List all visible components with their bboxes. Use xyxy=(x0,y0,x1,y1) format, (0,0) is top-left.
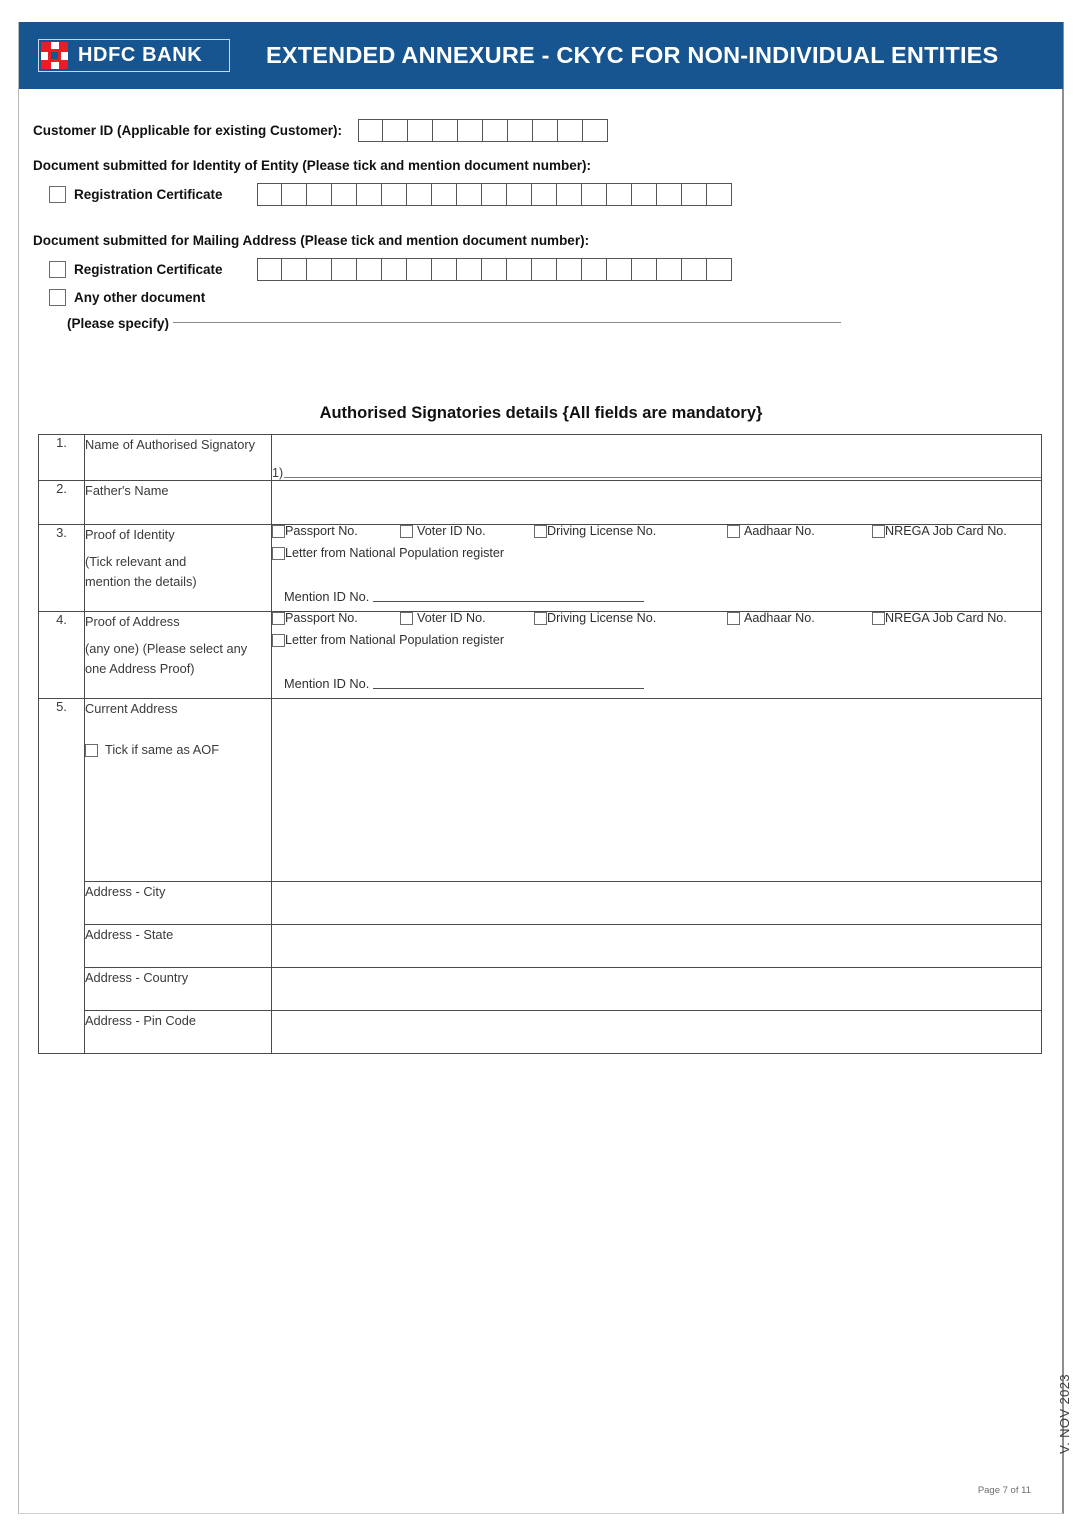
char-box[interactable] xyxy=(432,258,457,281)
char-box[interactable] xyxy=(458,119,483,142)
poa-option-passport[interactable] xyxy=(272,612,358,626)
char-box[interactable] xyxy=(257,183,282,206)
poa-mention-id-input[interactable] xyxy=(373,687,644,689)
char-box[interactable] xyxy=(357,183,382,206)
poi-option-passport[interactable] xyxy=(272,525,358,539)
please-specify-input[interactable] xyxy=(173,321,841,323)
poi-voter-id-label: Voter ID No. xyxy=(417,523,486,538)
same-as-aof-row[interactable] xyxy=(85,740,271,760)
char-box[interactable] xyxy=(532,183,557,206)
row-value-proof-of-address xyxy=(272,611,1042,698)
table-row xyxy=(39,698,1042,881)
row-label-current-address xyxy=(85,698,272,881)
row-number-4: 4. xyxy=(39,611,85,698)
poi-voter-id-checkbox[interactable] xyxy=(400,525,413,538)
mailing-document-number-input[interactable] xyxy=(257,258,732,281)
page-number: Page 7 of 11 xyxy=(977,1485,1031,1496)
char-box[interactable] xyxy=(433,119,458,142)
row-number-1: 1. xyxy=(39,435,85,481)
poi-driving-license-label: Driving License No. xyxy=(547,523,657,538)
char-box[interactable] xyxy=(407,258,432,281)
poi-mention-id-label: Mention ID No. xyxy=(284,588,370,604)
char-box[interactable] xyxy=(508,119,533,142)
document-body xyxy=(19,89,1072,1512)
char-box[interactable] xyxy=(457,183,482,206)
poa-voter-id-label: Voter ID No. xyxy=(417,610,486,625)
identity-registration-certificate-checkbox[interactable] xyxy=(49,186,66,203)
page-title: EXTENDED ANNEXURE - CKYC FOR NON-INDIVIDUAL ENTITIES xyxy=(266,42,999,68)
poi-aadhaar-label: Aadhaar No. xyxy=(744,523,815,538)
char-box[interactable] xyxy=(457,258,482,281)
char-box[interactable] xyxy=(408,119,433,142)
row-label-address-city: Address - City xyxy=(85,881,272,924)
poa-driving-license-checkbox[interactable] xyxy=(534,612,547,625)
poi-passport-label: Passport No. xyxy=(285,523,358,538)
char-box[interactable] xyxy=(482,258,507,281)
row-label-proof-of-address xyxy=(85,611,272,698)
row-value-address-pin-code[interactable] xyxy=(272,1010,1042,1053)
char-box[interactable] xyxy=(307,183,332,206)
char-box[interactable] xyxy=(357,258,382,281)
identity-option-label: Registration Certificate xyxy=(74,187,223,202)
any-other-document-checkbox[interactable] xyxy=(49,289,66,306)
table-row xyxy=(39,611,1042,698)
customer-id-label: Customer ID (Applicable for existing Customer): xyxy=(33,123,343,138)
poa-option-nrega[interactable] xyxy=(872,612,1007,626)
row-label-address-country: Address - Country xyxy=(85,967,272,1010)
char-box[interactable] xyxy=(682,258,707,281)
char-box[interactable] xyxy=(632,183,657,206)
char-box[interactable] xyxy=(582,258,607,281)
poa-passport-label: Passport No. xyxy=(285,610,358,625)
char-box[interactable] xyxy=(307,258,332,281)
poi-passport-checkbox[interactable] xyxy=(272,525,285,538)
char-box[interactable] xyxy=(607,258,632,281)
poi-option-nrega[interactable] xyxy=(872,525,1007,539)
char-box[interactable] xyxy=(482,183,507,206)
hdfc-bank-logo xyxy=(38,39,230,72)
char-box[interactable] xyxy=(483,119,508,142)
char-box[interactable] xyxy=(358,119,383,142)
poi-npr-label: Letter from National Population register xyxy=(285,545,505,560)
poi-npr-checkbox[interactable] xyxy=(272,547,285,560)
char-box[interactable] xyxy=(632,258,657,281)
any-other-document-row xyxy=(33,289,1043,306)
char-box[interactable] xyxy=(558,119,583,142)
poa-option-driving-license[interactable] xyxy=(534,612,656,626)
poa-options-row-2 xyxy=(272,634,1041,654)
char-box[interactable] xyxy=(282,258,307,281)
mailing-option-row xyxy=(33,258,1043,281)
poi-options-row xyxy=(272,525,1041,546)
table-row xyxy=(39,435,1042,481)
customer-id-input[interactable] xyxy=(358,119,608,142)
char-box[interactable] xyxy=(507,258,532,281)
mailing-option-label: Registration Certificate xyxy=(74,262,223,277)
row-label-address-state: Address - State xyxy=(85,924,272,967)
poa-npr-checkbox[interactable] xyxy=(272,634,285,647)
poa-aadhaar-checkbox[interactable] xyxy=(727,612,740,625)
poi-mention-id-input[interactable] xyxy=(373,600,644,602)
row-value-current-address[interactable] xyxy=(272,698,1042,881)
poa-option-voter-id[interactable] xyxy=(400,612,486,626)
please-specify-label: (Please specify) xyxy=(67,316,170,331)
poi-options-row-2 xyxy=(272,547,1041,567)
poa-options-row xyxy=(272,612,1041,633)
poa-driving-license-label: Driving License No. xyxy=(547,610,657,625)
signatories-section-title: Authorised Signatories details {All fields are mandatory} xyxy=(319,404,763,422)
poi-driving-license-checkbox[interactable] xyxy=(534,525,547,538)
row-value-address-state[interactable] xyxy=(272,924,1042,967)
char-box[interactable] xyxy=(432,183,457,206)
poa-nrega-label: NREGA Job Card No. xyxy=(885,610,1007,625)
row-value-address-city[interactable] xyxy=(272,881,1042,924)
row-value-name-of-signatory xyxy=(272,435,1042,481)
poi-nrega-checkbox[interactable] xyxy=(872,525,885,538)
hdfc-logo-icon xyxy=(41,42,68,69)
row-value-fathers-name[interactable] xyxy=(272,480,1042,524)
row-label-address-pin-code: Address - Pin Code xyxy=(85,1010,272,1053)
signatory-name-input[interactable] xyxy=(284,476,1041,478)
poa-option-aadhaar[interactable] xyxy=(727,612,815,626)
identity-option-row xyxy=(33,183,1043,206)
proof-of-identity-title: Proof of Identity xyxy=(85,526,175,542)
char-box[interactable] xyxy=(332,258,357,281)
char-box[interactable] xyxy=(657,183,682,206)
char-box[interactable] xyxy=(257,258,282,281)
char-box[interactable] xyxy=(407,183,432,206)
poa-option-npr[interactable] xyxy=(272,634,504,648)
customer-id-row xyxy=(33,119,1043,142)
same-as-aof-label: Tick if same as AOF xyxy=(105,742,220,758)
poa-npr-label: Letter from National Population register xyxy=(285,632,505,647)
char-box[interactable] xyxy=(382,183,407,206)
mailing-document-section xyxy=(33,233,1043,331)
same-as-aof-checkbox[interactable] xyxy=(85,744,98,757)
signatory-name-line xyxy=(272,467,1041,480)
row-label-name-of-signatory: Name of Authorised Signatory xyxy=(85,435,272,481)
poa-mention-id-label: Mention ID No. xyxy=(284,675,370,691)
current-address-title: Current Address xyxy=(85,700,178,716)
poa-nrega-checkbox[interactable] xyxy=(872,612,885,625)
table-row xyxy=(39,967,1042,1010)
row-value-address-country[interactable] xyxy=(272,967,1042,1010)
poa-aadhaar-label: Aadhaar No. xyxy=(744,610,815,625)
char-box[interactable] xyxy=(557,183,582,206)
table-row xyxy=(39,1010,1042,1053)
proof-of-address-title: Proof of Address xyxy=(85,613,180,629)
row-value-proof-of-identity xyxy=(272,524,1042,611)
table-row xyxy=(39,924,1042,967)
char-box[interactable] xyxy=(382,258,407,281)
poi-option-npr[interactable] xyxy=(272,547,504,561)
please-specify-row xyxy=(33,316,841,331)
poi-option-voter-id[interactable] xyxy=(400,525,486,539)
char-box[interactable] xyxy=(533,119,558,142)
any-other-document-label: Any other document xyxy=(74,290,206,305)
poi-option-driving-license[interactable] xyxy=(534,525,656,539)
top-form-section xyxy=(33,119,1043,331)
char-box[interactable] xyxy=(657,258,682,281)
document-page xyxy=(18,22,1072,1514)
row-label-proof-of-identity xyxy=(85,524,272,611)
mailing-heading: Document submitted for Mailing Address (Please tick and mention document number): xyxy=(33,233,590,248)
poa-mention-id-row xyxy=(284,676,644,691)
poa-voter-id-checkbox[interactable] xyxy=(400,612,413,625)
identity-document-section xyxy=(33,158,1043,206)
char-box[interactable] xyxy=(583,119,608,142)
char-box[interactable] xyxy=(507,183,532,206)
poi-option-aadhaar[interactable] xyxy=(727,525,815,539)
char-box[interactable] xyxy=(682,183,707,206)
poi-aadhaar-checkbox[interactable] xyxy=(727,525,740,538)
proof-of-address-sub1: (any one) (Please select any xyxy=(85,641,248,657)
poi-mention-id-row xyxy=(284,589,644,604)
authorised-signatories-table xyxy=(38,434,1042,1054)
poa-passport-checkbox[interactable] xyxy=(272,612,285,625)
row-number-3: 3. xyxy=(39,524,85,611)
version-stamp: V. NOV 2023 xyxy=(1057,1374,1072,1454)
proof-of-identity-sub1: (Tick relevant and xyxy=(85,554,187,570)
char-box[interactable] xyxy=(383,119,408,142)
proof-of-address-sub2: one Address Proof) xyxy=(85,661,195,677)
row-number-5: 5. xyxy=(39,698,85,1053)
char-box[interactable] xyxy=(707,183,732,206)
table-row xyxy=(39,881,1042,924)
logo-text: HDFC BANK xyxy=(78,44,203,66)
table-row xyxy=(39,480,1042,524)
document-header xyxy=(19,22,1063,89)
proof-of-identity-sub2: mention the details) xyxy=(85,574,197,590)
char-box[interactable] xyxy=(707,258,732,281)
char-box[interactable] xyxy=(557,258,582,281)
mailing-registration-certificate-checkbox[interactable] xyxy=(49,261,66,278)
char-box[interactable] xyxy=(532,258,557,281)
row-label-fathers-name: Father's Name xyxy=(85,480,272,524)
char-box[interactable] xyxy=(332,183,357,206)
identity-heading: Document submitted for Identity of Entity (Please tick and mention document number): xyxy=(33,158,592,173)
signatory-line-index: 1) xyxy=(272,466,284,480)
char-box[interactable] xyxy=(582,183,607,206)
char-box[interactable] xyxy=(607,183,632,206)
char-box[interactable] xyxy=(282,183,307,206)
table-row xyxy=(39,524,1042,611)
identity-document-number-input[interactable] xyxy=(257,183,732,206)
row-number-2: 2. xyxy=(39,480,85,524)
poi-nrega-label: NREGA Job Card No. xyxy=(885,523,1007,538)
